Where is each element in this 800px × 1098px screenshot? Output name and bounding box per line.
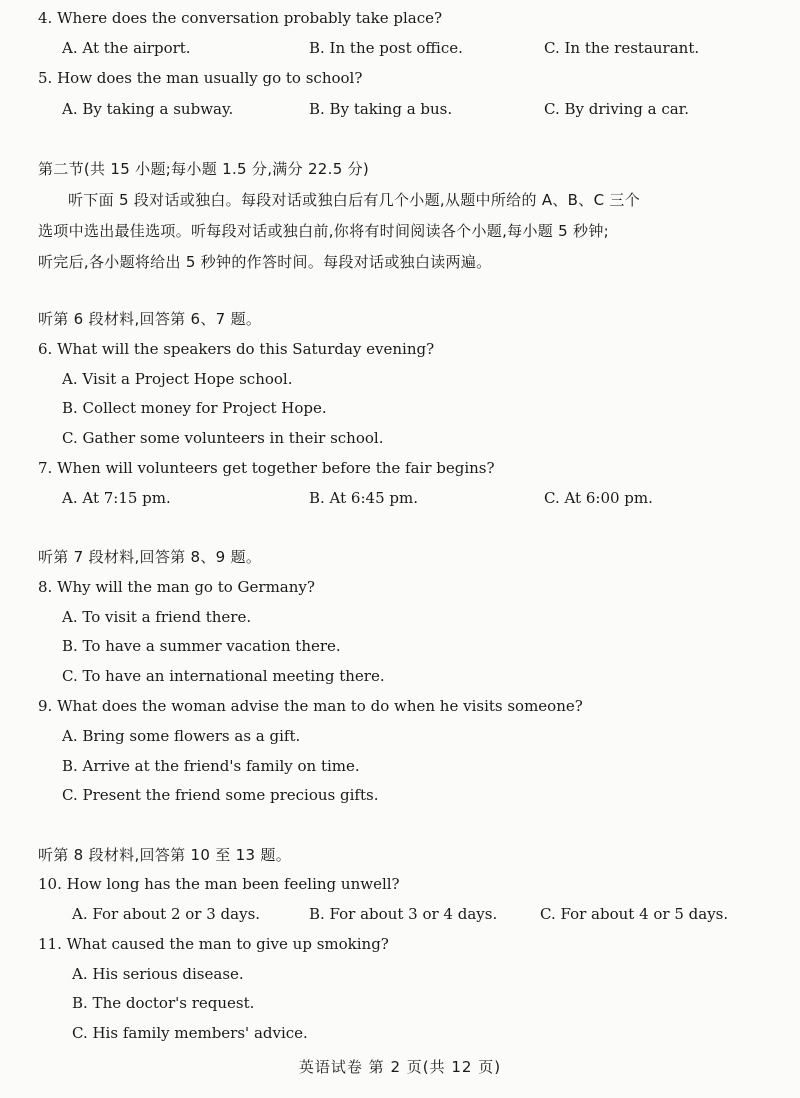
question-11-stem: 11. What caused the man to give up smoking? xyxy=(38,935,389,953)
page-footer: 英语试卷 第 2 页(共 12 页) xyxy=(298,1058,502,1076)
question-6-option-b: B. Collect money for Project Hope. xyxy=(62,399,327,417)
question-10-stem: 10. How long has the man been feeling unwell? xyxy=(38,875,400,893)
section-2-instruction-line-3: 听完后,各小题将给出 5 秒钟的作答时间。每段对话或独白读两遍。 xyxy=(38,253,492,271)
question-8-option-c: C. To have an international meeting there. xyxy=(62,667,385,685)
question-8-stem: 8. Why will the man go to Germany? xyxy=(38,578,315,596)
passage-7-label: 听第 7 段材料,回答第 8、9 题。 xyxy=(38,548,262,566)
question-9-option-a: A. Bring some flowers as a gift. xyxy=(62,727,301,745)
question-9-option-b: B. Arrive at the friend's family on time. xyxy=(62,757,360,775)
question-4-option-b: B. In the post office. xyxy=(309,39,463,57)
question-7-stem: 7. When will volunteers get together before the fair begins? xyxy=(38,459,495,477)
question-5-option-a: A. By taking a subway. xyxy=(62,100,234,118)
section-2-title: 第二节(共 15 小题;每小题 1.5 分,满分 22.5 分) xyxy=(38,160,370,178)
question-10-option-c: C. For about 4 or 5 days. xyxy=(540,905,729,923)
question-9-stem: 9. What does the woman advise the man to do when he visits someone? xyxy=(38,697,583,715)
question-7-option-c: C. At 6:00 pm. xyxy=(544,489,653,507)
question-11-option-a: A. His serious disease. xyxy=(72,965,244,983)
question-11-option-c: C. His family members' advice. xyxy=(72,1024,308,1042)
question-6-stem: 6. What will the speakers do this Saturday evening? xyxy=(38,340,435,358)
question-8-option-b: B. To have a summer vacation there. xyxy=(62,637,341,655)
question-9-option-c: C. Present the friend some precious gifts. xyxy=(62,786,379,804)
question-11-option-b: B. The doctor's request. xyxy=(72,994,255,1012)
section-2-instruction-line-1: 听下面 5 段对话或独白。每段对话或独白后有几个小题,从题中所给的 A、B、C 三个 xyxy=(68,191,641,209)
question-4-stem: 4. Where does the conversation probably take place? xyxy=(38,9,443,27)
question-7-option-b: B. At 6:45 pm. xyxy=(309,489,418,507)
question-7-option-a: A. At 7:15 pm. xyxy=(62,489,171,507)
question-5-option-b: B. By taking a bus. xyxy=(309,100,453,118)
question-5-option-c: C. By driving a car. xyxy=(544,100,689,118)
section-2-instruction-line-2: 选项中选出最佳选项。听每段对话或独白前,你将有时间阅读各个小题,每小题 5 秒钟; xyxy=(38,222,609,240)
question-10-option-a: A. For about 2 or 3 days. xyxy=(72,905,261,923)
passage-6-label: 听第 6 段材料,回答第 6、7 题。 xyxy=(38,310,262,328)
question-5-stem: 5. How does the man usually go to school? xyxy=(38,69,363,87)
question-8-option-a: A. To visit a friend there. xyxy=(62,608,252,626)
question-4-option-a: A. At the airport. xyxy=(62,39,191,57)
question-10-option-b: B. For about 3 or 4 days. xyxy=(309,905,498,923)
question-6-option-a: A. Visit a Project Hope school. xyxy=(62,370,293,388)
question-6-option-c: C. Gather some volunteers in their school. xyxy=(62,429,384,447)
passage-8-label: 听第 8 段材料,回答第 10 至 13 题。 xyxy=(38,846,291,864)
question-4-option-c: C. In the restaurant. xyxy=(544,39,700,57)
